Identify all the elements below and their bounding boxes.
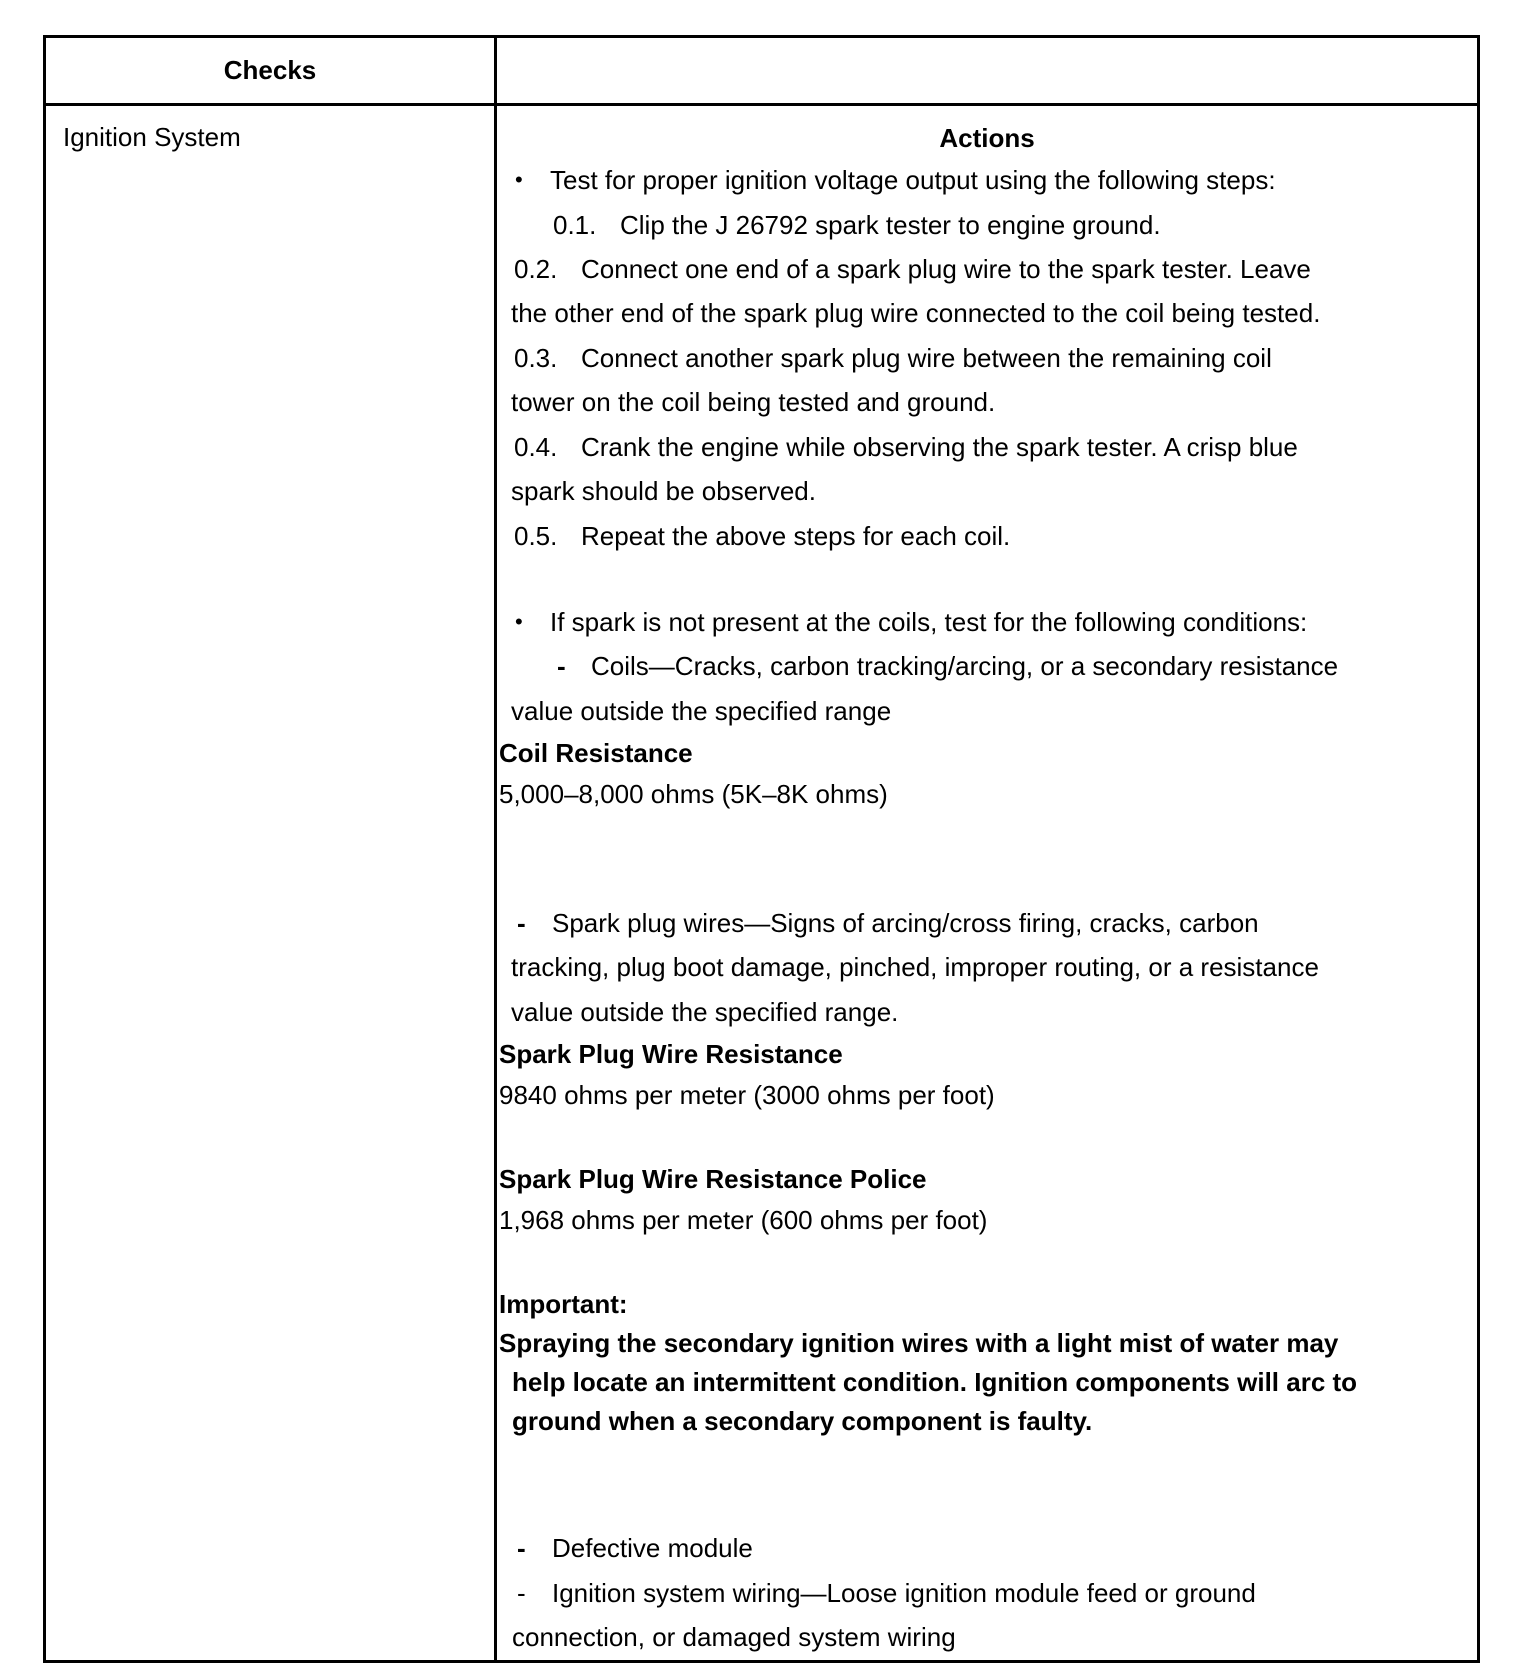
step-number: 0.4. (514, 432, 558, 462)
spec-value: 5,000–8,000 ohms (5K–8K ohms) (499, 779, 888, 809)
condition-spark-plug-wires: Spark plug wires—Signs of arcing/cross firing, cracks, carbon (552, 908, 1259, 938)
bullet-icon: • (515, 609, 523, 634)
condition-coils: Coils—Cracks, carbon tracking/arcing, or a secondary resistance (591, 651, 1339, 681)
header-checks: Checks (223, 55, 317, 85)
important-label: Important: (499, 1289, 628, 1319)
bullet-no-spark: If spark is not present at the coils, test for the following conditions: (550, 607, 1308, 637)
spec-label: Spark Plug Wire Resistance Police (499, 1164, 927, 1194)
bullet-icon: • (515, 167, 523, 192)
step-text-continued: spark should be observed. (511, 476, 816, 506)
diagnostic-table (43, 35, 1480, 1663)
spec-value: 1,968 ohms per meter (600 ohms per foot) (499, 1205, 988, 1235)
condition-wiring-continued: connection, or damaged system wiring (512, 1622, 956, 1652)
step-text: Connect another spark plug wire between the remaining coil (581, 343, 1272, 373)
step-text-continued: the other end of the spark plug wire connected to the coil being tested. (511, 298, 1321, 328)
check-ignition-system: Ignition System (63, 122, 241, 152)
actions-cell (497, 106, 1477, 1660)
important-text: Spraying the secondary ignition wires with a light mist of water may (499, 1328, 1339, 1358)
condition-defective-module: Defective module (552, 1533, 753, 1563)
header-actions: Actions (939, 123, 1035, 153)
dash-icon: - (517, 908, 526, 938)
dash-icon: - (517, 1578, 526, 1608)
important-text: help locate an intermittent condition. Ignition components will arc to (512, 1367, 1358, 1397)
condition-wires-continued: value outside the specified range. (511, 997, 899, 1027)
step-number: 0.1. (553, 210, 597, 240)
important-text: ground when a secondary component is faulty. (512, 1406, 1093, 1436)
step-text: Connect one end of a spark plug wire to the spark tester. Leave (581, 254, 1311, 284)
condition-coils-continued: value outside the specified range (511, 696, 892, 726)
step-number: 0.5. (514, 521, 558, 551)
dash-icon: - (557, 651, 566, 681)
step-text: Repeat the above steps for each coil. (581, 521, 1011, 551)
step-number: 0.2. (514, 254, 558, 284)
bullet-voltage-test: Test for proper ignition voltage output using the following steps: (550, 165, 1276, 195)
condition-ignition-wiring: Ignition system wiring—Loose ignition module feed or ground (552, 1578, 1256, 1608)
spec-value: 9840 ohms per meter (3000 ohms per foot) (499, 1080, 995, 1110)
spec-label: Coil Resistance (499, 738, 693, 768)
dash-icon: - (517, 1533, 526, 1563)
step-text: Crank the engine while observing the spark tester. A crisp blue (581, 432, 1298, 462)
step-text: Clip the J 26792 spark tester to engine ground. (620, 210, 1161, 240)
spec-label: Spark Plug Wire Resistance (499, 1039, 843, 1069)
step-text-continued: tower on the coil being tested and ground. (511, 387, 996, 417)
step-number: 0.3. (514, 343, 558, 373)
condition-wires-continued: tracking, plug boot damage, pinched, improper routing, or a resistance (511, 952, 1319, 982)
